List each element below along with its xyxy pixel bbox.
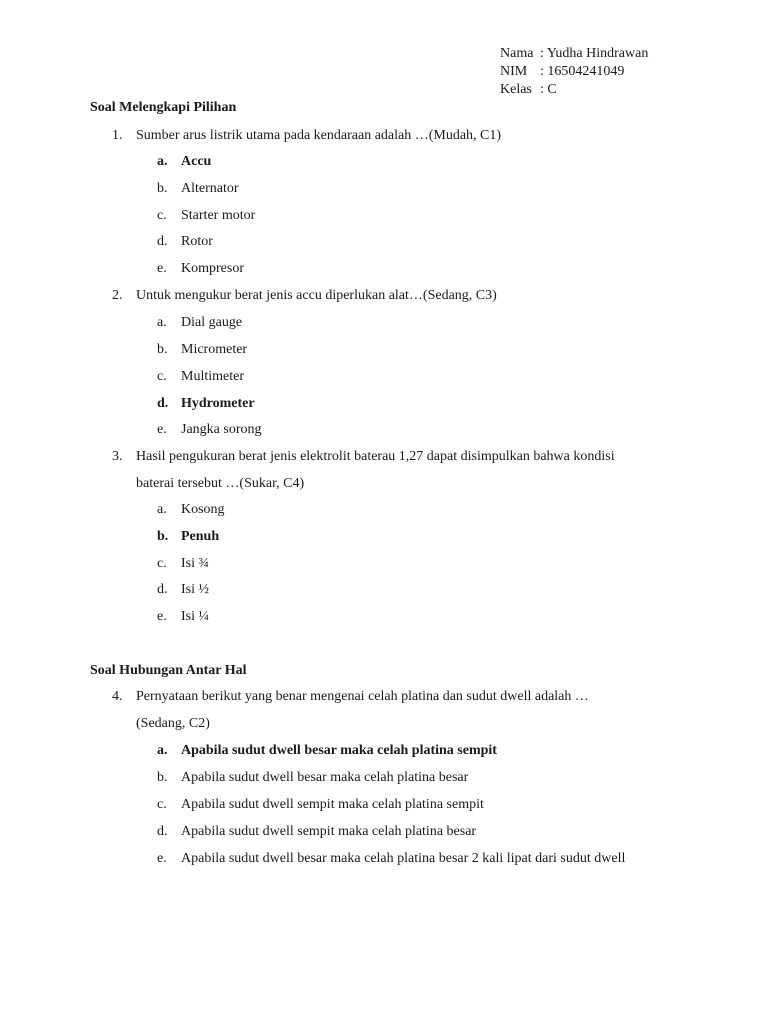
option-item <box>157 421 262 439</box>
option-text: Penuh <box>181 529 220 544</box>
option-item <box>157 528 219 546</box>
option-letter: c. <box>157 369 167 384</box>
option-text: Isi ¾ <box>181 556 209 571</box>
option-text: Apabila sudut dwell besar maka celah platina besar 2 kali lipat dari sudut dwell <box>181 851 626 866</box>
option-text: Accu <box>181 154 212 169</box>
identity-row-name <box>500 45 648 63</box>
option-text: Apabila sudut dwell sempit maka celah platina besar <box>181 824 477 839</box>
question-text: Sumber arus listrik utama pada kendaraan adalah …(Mudah, C1) <box>136 128 502 143</box>
option-text: Apabila sudut dwell besar maka celah platina sempit <box>181 743 497 758</box>
option-letter: a. <box>157 154 168 169</box>
question-text: Pernyataan berikut yang benar mengenai celah platina dan sudut dwell adalah … <box>136 689 589 704</box>
option-letter: c. <box>157 797 167 812</box>
question-text: baterai tersebut …(Sukar, C4) <box>136 476 305 491</box>
identity-label: Kelas <box>500 82 532 97</box>
option-item <box>157 742 497 760</box>
option-item <box>157 608 209 626</box>
option-letter: b. <box>157 529 169 544</box>
option-letter: e. <box>157 261 167 276</box>
section-title: Soal Hubungan Antar Hal <box>90 663 247 678</box>
option-text: Starter motor <box>181 208 256 223</box>
identity-row-nim <box>500 63 648 81</box>
option-letter: e. <box>157 422 167 437</box>
option-letter: d. <box>157 582 168 597</box>
option-letter: b. <box>157 770 168 785</box>
option-text: Dial gauge <box>181 315 243 330</box>
student-identity <box>500 45 648 99</box>
option-item <box>157 260 244 278</box>
option-item <box>157 501 225 519</box>
option-letter: d. <box>157 396 169 411</box>
option-text: Kompresor <box>181 261 244 276</box>
option-text: Jangka sorong <box>181 422 262 437</box>
option-letter: a. <box>157 743 168 758</box>
option-item <box>157 341 247 359</box>
question-text: Untuk mengukur berat jenis accu diperlukan alat…(Sedang, C3) <box>136 288 497 303</box>
identity-row-class <box>500 81 648 99</box>
option-item <box>157 153 211 171</box>
option-text: Alternator <box>181 181 239 196</box>
question-number: 1. <box>112 128 123 143</box>
option-letter: d. <box>157 234 168 249</box>
option-item <box>157 581 209 599</box>
option-text: Isi ½ <box>181 582 209 597</box>
option-letter: d. <box>157 824 168 839</box>
option-letter: b. <box>157 181 168 196</box>
question-number: 4. <box>112 689 123 704</box>
option-item <box>157 314 242 332</box>
option-letter: a. <box>157 502 167 517</box>
option-letter: a. <box>157 315 167 330</box>
option-letter: e. <box>157 851 167 866</box>
option-text: Hydrometer <box>181 396 255 411</box>
option-letter: b. <box>157 342 168 357</box>
section-title: Soal Melengkapi Pilihan <box>90 100 237 115</box>
option-item <box>157 769 468 787</box>
option-letter: c. <box>157 208 167 223</box>
identity-label: NIM <box>500 64 528 79</box>
option-text: Isi ¼ <box>181 609 209 624</box>
option-item <box>157 207 255 225</box>
option-item <box>157 368 244 386</box>
option-item <box>157 850 625 868</box>
option-letter: e. <box>157 609 167 624</box>
identity-value: : C <box>540 82 557 97</box>
identity-value: : Yudha Hindrawan <box>540 46 649 61</box>
option-text: Apabila sudut dwell sempit maka celah platina sempit <box>181 797 484 812</box>
identity-label: Nama <box>500 46 534 61</box>
question-text: (Sedang, C2) <box>136 716 210 731</box>
option-text: Kosong <box>181 502 225 517</box>
question-number: 2. <box>112 288 123 303</box>
option-letter: c. <box>157 556 167 571</box>
question-text: Hasil pengukuran berat jenis elektrolit baterau 1,27 dapat disimpulkan bahwa kondisi <box>136 449 615 464</box>
option-item <box>157 555 209 573</box>
option-item <box>157 395 255 413</box>
option-item <box>157 180 239 198</box>
question-number: 3. <box>112 449 123 464</box>
option-item <box>157 823 476 841</box>
option-text: Multimeter <box>181 369 244 384</box>
option-text: Apabila sudut dwell besar maka celah platina besar <box>181 770 469 785</box>
option-item <box>157 796 484 814</box>
option-text: Micrometer <box>181 342 248 357</box>
option-item <box>157 233 213 251</box>
option-text: Rotor <box>181 234 213 249</box>
identity-value: : 16504241049 <box>540 64 625 79</box>
